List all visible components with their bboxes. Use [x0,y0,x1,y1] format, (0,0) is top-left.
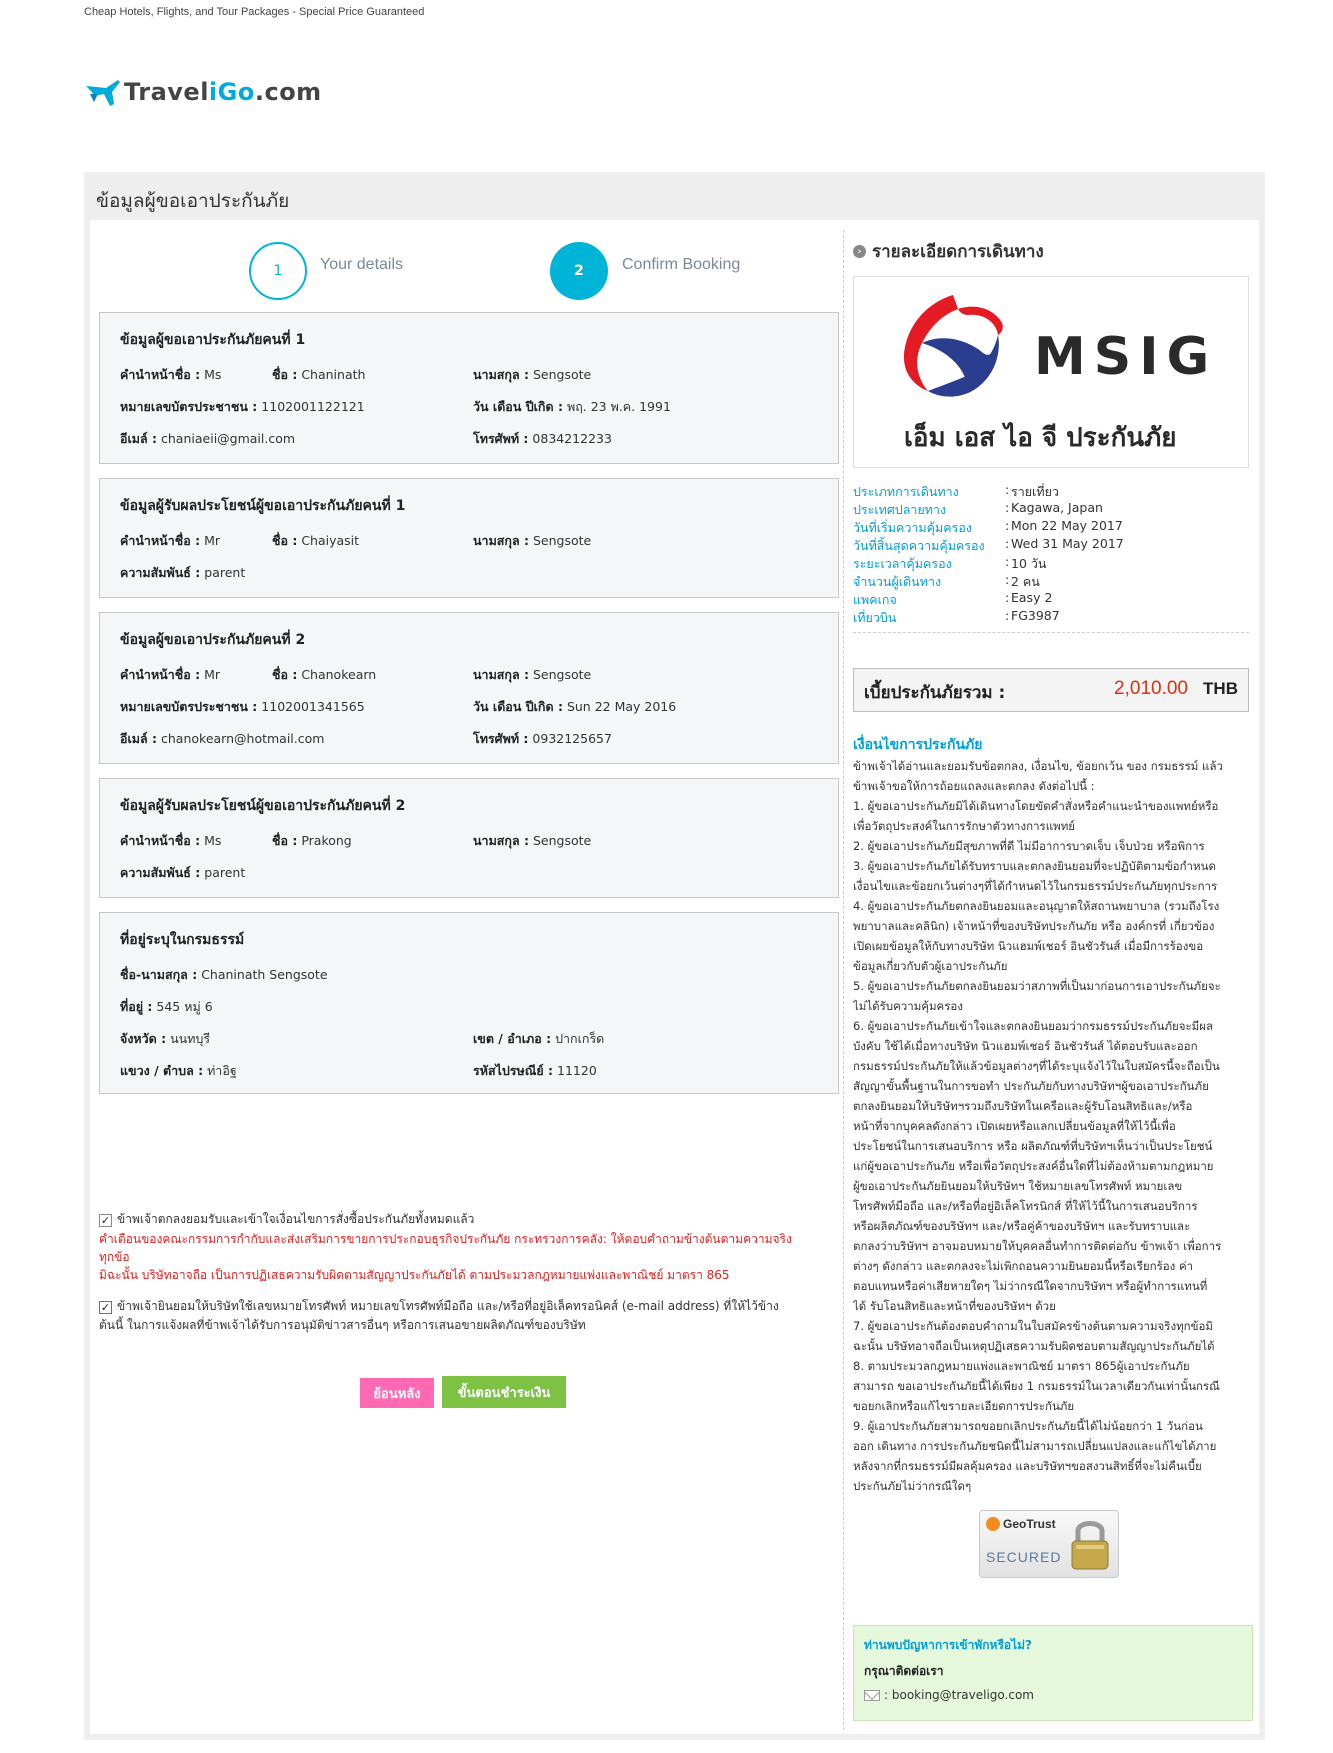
warning-text-2: ทุกข้อ [99,1250,130,1264]
package-row: แพคเกจ : Easy 2 [853,590,1053,607]
insured-1-first-name: ชื่อ : Chaninath [272,367,366,382]
step-2-circle: 2 [550,242,608,300]
conditions-line: เปิดเผยข้อมูลให้กับทางบริษัท นิวแฮมพ์เชอร์ อินชัวรันส์ เมื่อมีการร้องขอ [853,939,1204,953]
help-contact-label: กรุณาติดต่อเรา [864,1664,944,1678]
insured-2-last-name: นามสกุล : Sengsote [473,667,592,682]
insured-2-email: อีเมล์ : chanokearn@hotmail.com [120,731,325,746]
conditions-line: ต่างๆ ดังกล่าว และตกลงจะไม่เพิกถอนความยินยอมนี้หรือเรียกร้อง ค่า [853,1259,1194,1273]
insured-1-last-name: นามสกุล : Sengsote [473,367,592,382]
address-line: ที่อยู่ : 545 หมู่ 6 [120,999,213,1014]
conditions-line: ตกลงยินยอมให้บริษัทฯรวมถึงบริษัทในเครือและผู้รับโอนสิทธิและ/หรือ [853,1099,1193,1113]
insured-1-dob: วัน เดือน ปีเกิด : พฤ. 23 พ.ค. 1991 [473,399,671,414]
conditions-line: บังคับ ใช้ได้เมื่อทางบริษัท นิวแฮมพ์เชอร์ อินชัวรันส์ ได้ตอบรับและออก [853,1039,1198,1053]
conditions-line: หรือผลิตภัณฑ์ของบริษัทฯ และ/หรือคู่ค้าของบริษัทฯ และรับทราบและ [853,1219,1191,1233]
agree-contact-checkbox[interactable]: ✓ [100,1301,111,1314]
section-heading: ข้อมูลผู้รับผลประโยชน์ผู้ขอเอาประกันภัยคนที่ 1 [120,498,406,514]
section-heading: ข้อมูลผู้ขอเอาประกันภัยคนที่ 2 [120,632,306,648]
geotrust-secured-seal[interactable] [979,1510,1119,1578]
policy-address-section [99,912,839,1094]
step-2-label: Confirm Booking [622,256,741,273]
step-1-circle: 1 [249,242,307,300]
beneficiary-2-last-name: นามสกุล : Sengsote [473,833,592,848]
conditions-line: 4. ผู้ขอเอาประกันภัยตกลงยินยอมและอนุญาตให้สถานพยาบาล (รวมถึงโรง [853,899,1220,913]
conditions-line: 1. ผู้ขอเอาประกันภัยมิได้เดินทางโดยขัดคำสั่งหรือคำแนะนำของแพทย์หรือ [853,799,1219,813]
airplane-logo-icon [84,76,122,108]
insured-1-section [99,312,839,464]
beneficiary-1-last-name: นามสกุล : Sengsote [473,533,592,548]
warning-text-1: คำเตือนของคณะกรรมการกำกับและส่งเสริมการขายการประกอบธุรกิจประกันภัย กระทรวงการคลัง: ให้ตอบคำถามข้างต้นตามความจริง [99,1232,792,1246]
trip-details-heading: › รายละเอียดการเดินทาง [853,238,1044,265]
conditions-line: สัญญาขั้นพื้นฐานในการขอทำ ประกันภัยกับทางบริษัทฯผู้ขอเอาประกันภัย [853,1079,1209,1093]
conditions-line: ผู้ขอเอาประกันภัยยินยอมให้บริษัทฯ ใช้หมายเลขโทรศัพท์ หมายเลข [853,1179,1183,1193]
conditions-line: ออก เดินทาง การประกันภัยชนิดนี้ไม่สามารถเปลี่ยนแปลงและแก้ไขได้ภาย [853,1439,1217,1453]
trip-type-row: ประเภทการเดินทาง : รายเที่ยว [853,482,1059,499]
beneficiary-1-section [99,478,839,598]
help-box [853,1625,1253,1721]
insured-2-id-card: หมายเลขบัตรประชาชน : 1102001341565 [120,699,365,714]
conditions-line: กรมธรรม์ประกันภัยให้แล้วข้อมูลต่างๆที่ได้ระบุแจ้งไว้ในใบสมัครนี้จะถือเป็น [853,1059,1220,1073]
conditions-line: 2. ผู้ขอเอาประกันภัยมีสุขภาพที่ดี ไม่มีอาการบาดเจ็บ เจ็บป่วย หรือพิการ [853,839,1205,853]
address-subdistrict: แขวง / ตำบล : ท่าอิฐ [120,1063,237,1078]
beneficiary-2-first-name: ชื่อ : Prakong [272,833,352,848]
section-heading: ข้อมูลผู้ขอเอาประกันภัยคนที่ 1 [120,332,306,348]
conditions-heading: เงื่อนไขการประกันภัย [853,737,983,753]
chevron-right-icon: › [853,245,866,258]
insured-1-title: คำนำหน้าชื่อ : Ms [120,367,222,382]
help-email[interactable]: : booking@traveligo.com [864,1688,1034,1702]
agree-terms-checkbox[interactable]: ✓ [100,1214,111,1227]
traveligo-logo[interactable]: TraveliGo.com [84,74,322,110]
conditions-line: ประกันภัยไม่ว่ากรณีใดๆ [853,1479,972,1493]
conditions-line: หลังจากที่กรมธรรม์มีผลคุ้มครอง และบริษัทฯขอสงวนสิทธิ์ที่จะไม่คืนเบี้ย [853,1459,1202,1473]
conditions-line: 7. ผู้ขอเอาประกันต้องตอบคำถามในใบสมัครข้างต้นตามความจริงทุกข้อมิ [853,1319,1213,1333]
total-premium-label: เบี้ยประกันภัยรวม : [864,683,1006,703]
insured-1-email: อีเมล์ : chaniaeii@gmail.com [120,431,296,446]
beneficiary-2-relation: ความสัมพันธ์ : parent [120,865,246,880]
insurance-form-panel [84,172,1265,1740]
agree-contact-label-2: ต้นนี้ ในการแจ้งผลที่ข้าพเจ้าได้รับการอนุมัติข่าวสารอื่นๆ หรือการเสนอขายผลิตภัณฑ์ของบริษัท [99,1318,586,1332]
conditions-line: เงื่อนไขและข้อยกเว้นต่างๆที่ได้กำหนดไว้ในกรมธรรม์ประกันภัยทุกประการ [853,879,1218,893]
conditions-line: 9. ผู้เอาประกันภัยสามารถขอยกเลิกประกันภัยนี้ได้ไม่น้อยกว่า 1 วันก่อน [853,1419,1203,1433]
proceed-payment-button[interactable]: ขั้นตอนชำระเงิน [442,1376,566,1408]
conditions-line: แก่ผู้ขอเอาประกันภัย หรือเพื่อวัตถุประสงค์อื่นใดที่ไม่ต้องห้ามตามกฎหมาย [853,1159,1214,1173]
divider [853,632,1249,633]
conditions-line: สามารถ ขอเอาประกันภัยนี้ได้เพียง 1 กรมธรรม์ในเวลาเดียวกันเท่านั้นกรณี [853,1379,1220,1393]
conditions-line: ตกลงว่าบริษัทฯ อาจมอบหมายให้บุคคลอื่นทำการติดต่อกับ ข้าพเจ้า เพื่อการ [853,1239,1222,1253]
conditions-line: ขอยกเลิกหรือแก้ไขรายละเอียดการประกันภัย [853,1399,1075,1413]
conditions-line: ข้าพเจ้าได้อ่านและยอมรับข้อตกลง, เงื่อนไข, ข้อยกเว้น ของ กรมธรรม์ แล้ว [853,759,1223,773]
form-content [90,220,1259,1734]
tagline: Cheap Hotels, Flights, and Tour Packages - Special Price Guaranteed [84,6,425,18]
insured-2-first-name: ชื่อ : Chanokearn [272,667,377,682]
section-heading: ที่อยู่ระบุในกรมธรรม์ [120,932,245,948]
geotrust-secured-text: SECURED [986,1549,1062,1565]
conditions-line: ประโยชน์ในการเสนอบริการ หรือ ผลิตภัณฑ์ที่บริษัทฯเห็นว่าเป็นประโยชน์ [853,1139,1213,1153]
page-title: ข้อมูลผู้ขอเอาประกันภัย [96,190,290,212]
address-district: เขต / อำเภอ : ปากเกร็ด [473,1031,605,1046]
beneficiary-1-first-name: ชื่อ : Chaiyasit [272,533,360,548]
insured-1-id-card: หมายเลขบัตรประชาชน : 1102001122121 [120,399,365,414]
step-1-label: Your details [320,256,404,273]
progress-steps [90,220,845,312]
insurer-brand: MSIG [1034,327,1218,387]
conditions-line: 8. ตามประมวลกฎหมายแพ่งและพาณิชย์ มาตรา 865ผู้เอาประกันภัย [853,1359,1190,1373]
address-full-name: ชื่อ-นามสกุล : Chaninath Sengsote [120,967,328,982]
end-date-row: วันที่สิ้นสุดความคุ้มครอง : Wed 31 May 2017 [853,536,1124,553]
conditions-line: ได้ รับโอนสิทธิและหน้าที่ของบริษัทฯ ด้วย [853,1299,1056,1313]
destination-row: ประเทศปลายทาง : Kagawa, Japan [853,500,1103,517]
insured-1-phone: โทรศัพท์ : 0834212233 [473,431,612,446]
insurer-logo [853,276,1249,468]
beneficiary-1-title: คำนำหน้าชื่อ : Mr [120,533,221,548]
padlock-icon [1068,1515,1112,1573]
agree-terms-label: ข้าพเจ้าตกลงยอมรับและเข้าใจเงื่อนไขการสั่งซื้อประกันภัยทั้งหมดแล้ว [117,1212,475,1226]
section-heading: ข้อมูลผู้รับผลประโยชน์ผู้ขอเอาประกันภัยคนที่ 2 [120,798,406,814]
column-divider [843,230,844,1730]
start-date-row: วันที่เริ่มความคุ้มครอง : Mon 22 May 2017 [853,518,1123,535]
total-premium-amount: 2,010.00 [1114,678,1188,699]
insured-2-section [99,612,839,764]
flight-row: เที่ยวบิน : FG3987 [853,608,1060,625]
insured-2-dob: วัน เดือน ปีเกิด : Sun 22 May 2016 [473,699,677,714]
help-question[interactable]: ท่านพบปัญหาการเข้าพักหรือไม่? [864,1638,1033,1652]
conditions-line: 3. ผู้ขอเอาประกันภัยได้รับทราบและตกลงยินยอมที่จะปฏิบัติตามข้อกำหนด [853,859,1216,873]
warning-text-3: มิฉะนั้น บริษัทอาจถือ เป็นการปฏิเสธความรับผิดตามสัญญาประกันภัยได้ ตามประมวลกฎหมายแพ่งและพาณิชย์ มาตรา 865 [99,1268,730,1282]
address-postcode: รหัสไปรษณีย์ : 11120 [473,1063,597,1078]
insurer-brand-thai: เอ็ม เอส ไอ จี ประกันภัย [904,423,1177,453]
conditions-line: ไม่ได้รับความคุ้มครอง [853,999,963,1013]
total-premium-box [853,668,1249,712]
conditions-line: หน้าที่จากบุคคลดังกล่าว เปิดเผยหรือแลกเปลี่ยนข้อมูลที่ให้ไว้นี้เพื่อ [853,1119,1176,1133]
conditions-line: ข้อมูลเกี่ยวกับตัวผู้เอาประกันภัย [853,959,1008,973]
beneficiary-2-section [99,778,839,898]
conditions-line: เพื่อวัตถุประสงค์ในการรักษาตัวทางการแพทย์ [853,819,1076,833]
conditions-line: ข้าพเจ้าขอให้การถ้อยแถลงและตกลง ดังต่อไปนี้ : [853,779,1095,793]
beneficiary-2-title: คำนำหน้าชื่อ : Ms [120,833,222,848]
geotrust-logo: GeoTrust [986,1517,1056,1531]
travellers-row: จำนวนผู้เดินทาง : 2 คน [853,572,1040,589]
back-button[interactable]: ย้อนหลัง [360,1378,434,1408]
conditions-line: ฉะนั้น บริษัทอาจถือเป็นเหตุปฏิเสธความรับผิดชอบตามสัญญาประกันภัยได้ [853,1339,1215,1353]
address-province: จังหวัด : นนทบุรี [120,1031,211,1046]
conditions-line: โทรศัพท์มือถือ และ/หรือที่อยู่อิเล็คโทรนิกส์ ที่ให้ไว้นี้ในการเสนอบริการ [853,1199,1198,1213]
agree-contact-label-1: ข้าพเจ้ายินยอมให้บริษัทใช้เลขหมายโทรศัพท์ หมายเลขโทรศัพท์มือถือ และ/หรือที่อยู่อิเล็คทรอนิคส์ (e-mail address) ที่ให้ไว้ข้าง [117,1299,779,1313]
duration-row: ระยะเวลาคุ้มครอง : 10 วัน [853,554,1047,571]
conditions-line: 5. ผู้ขอเอาประกันภัยตกลงยินยอมว่าสภาพที่เป็นมาก่อนการเอาประกันภัยจะ [853,979,1221,993]
conditions-text [853,756,1253,1496]
conditions-line: 6. ผู้ขอเอาประกันภัยเข้าใจและตกลงยินยอมว่ากรมธรรม์ประกันภัยจะมีผล [853,1019,1214,1033]
total-premium-currency: THB [1203,679,1238,698]
msig-emblem-icon [898,293,1008,405]
conditions-line: พยาบาลและคลินิก) เจ้าหน้าที่ของบริษัทประกันภัย หรือ องค์กรที่ เกี่ยวข้อง [853,919,1215,933]
conditions-line: ตอบแทนหรือค่าเสียหายใดๆ ไม่ว่ากรณีใดจากบริษัทฯ หรือผู้ทำการแทนที่ [853,1279,1208,1293]
envelope-icon [864,1690,880,1701]
beneficiary-1-relation: ความสัมพันธ์ : parent [120,565,246,580]
insured-2-phone: โทรศัพท์ : 0932125657 [473,731,612,746]
insured-2-title: คำนำหน้าชื่อ : Mr [120,667,221,682]
